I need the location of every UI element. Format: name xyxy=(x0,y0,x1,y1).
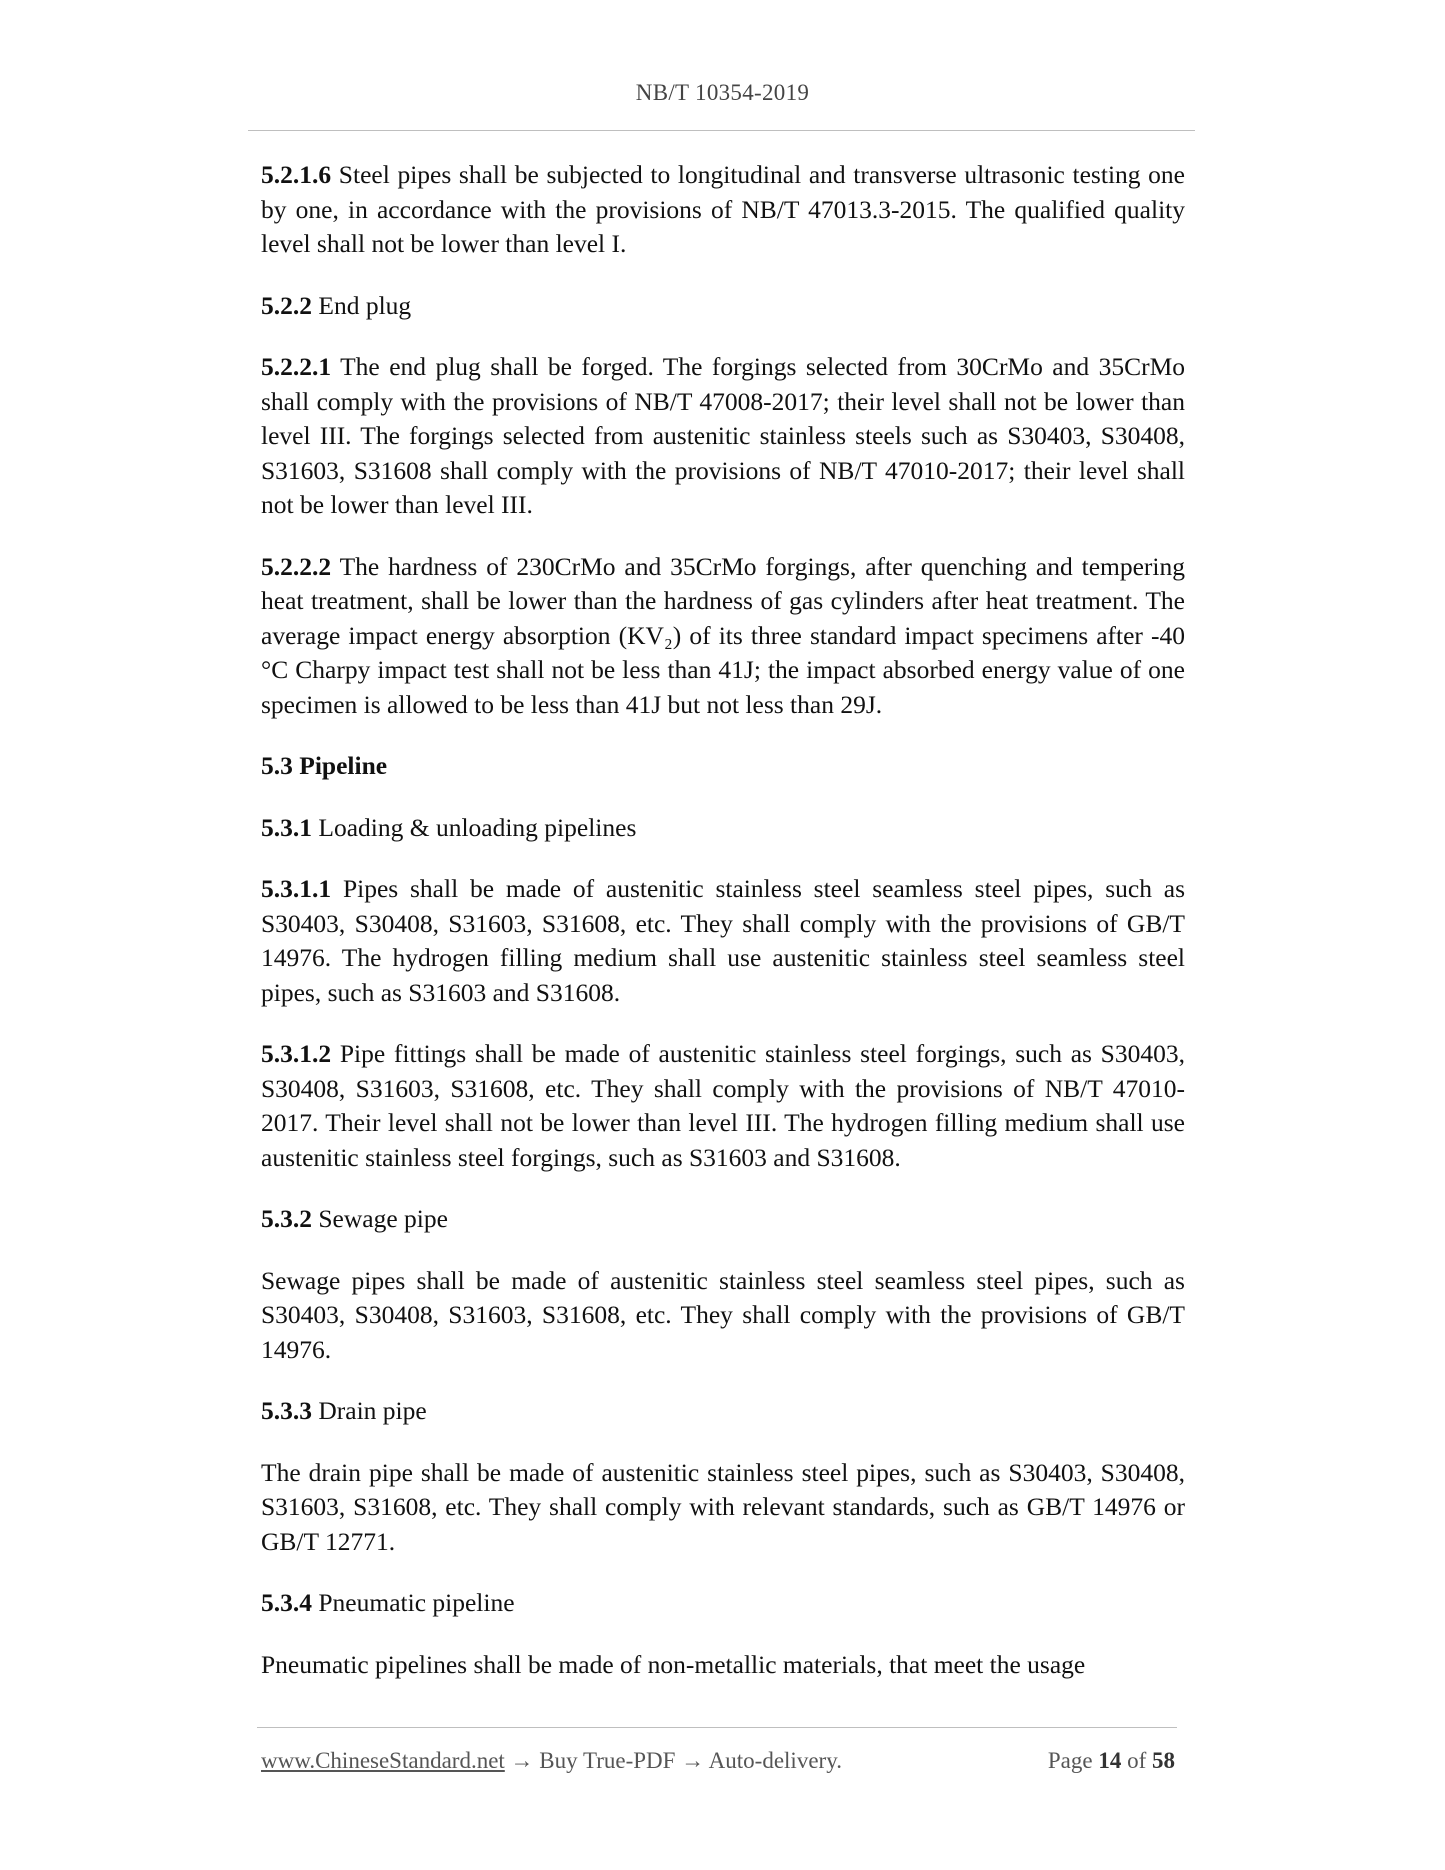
body-text: The drain pipe shall be made of austenitic stainless steel pipes, such as S30403, S30408, S31603, S31608, etc. They shall comply with relevant standards, such as GB/T 14976 or GB/T 12771. xyxy=(261,1457,1185,1556)
clause-text: The end plug shall be forged. The forgings selected from 30CrMo and 35CrMo shall comply with the provisions of NB/T 47008-2017; their level shall not be lower than level III. The forgings selected from austenitic stainless steels such as S30403, S30408, S31603, S31608 shall comply with the provisions of NB/T 47010-2017; their level shall not be lower than level III. xyxy=(261,352,1185,519)
clause-number: 5.3.2 xyxy=(261,1204,312,1233)
clause-5-3-4 xyxy=(261,1586,1185,1621)
clause-text: Sewage pipe xyxy=(318,1204,448,1233)
header-divider xyxy=(248,130,1195,131)
body-text: Sewage pipes shall be made of austenitic stainless steel seamless steel pipes, such as S30403, S30408, S31603, S31608, etc. They shall comply with the provisions of GB/T 14976. xyxy=(261,1265,1185,1364)
section-5-3-heading xyxy=(261,749,1185,784)
pneumatic-pipeline-paragraph xyxy=(261,1648,1185,1683)
clause-text: Loading & unloading pipelines xyxy=(318,812,637,842)
section-heading: 5.3 Pipeline xyxy=(261,751,388,780)
sewage-pipe-paragraph xyxy=(261,1264,1185,1368)
page-number: 14 xyxy=(1098,1748,1122,1773)
body-text: Pneumatic pipelines shall be made of non-metallic materials, that meet the usage xyxy=(261,1649,1086,1679)
clause-text: End plug xyxy=(318,290,412,320)
clause-text: Pneumatic pipeline xyxy=(318,1588,515,1617)
clause-text: The hardness of 230CrMo and 35CrMo forgings, after quenching and tempering heat treatment, shall be lower than the hardness of gas cylinders after heat treatment. The average impact energy absorption (KV₂) of its three standard impact specimens after -40 °C Charpy impact test shall not be less than 41J; the impact absorbed energy value of one specimen is allowed to be less than 41J but not less than 29J. xyxy=(261,551,1185,719)
clause-number: 5.2.2.2 xyxy=(261,551,332,581)
clause-text: Pipe fittings shall be made of austenitic stainless steel forgings, such as S30403, S30408, S31603, S31608, etc. They shall comply with the provisions of NB/T 47010-2017. Their level shall not be lower than level III. The hydrogen filling medium shall use austenitic stainless steel forgings, such as S31603 and S31608. xyxy=(261,1039,1185,1172)
clause-text: Pipes shall be made of austenitic stainless steel seamless steel pipes, such as S30403, S30408, S31603, S31608, etc. They shall comply with the provisions of GB/T 14976. The hydrogen filling medium shall use austenitic stainless steel seamless steel pipes, such as S31603 and S31608. xyxy=(261,874,1185,1007)
clause-number: 5.3.3 xyxy=(261,1396,312,1425)
arrow-right-icon: → xyxy=(681,1748,705,1773)
clause-5-2-2 xyxy=(261,289,1185,324)
clause-number: 5.2.1.6 xyxy=(261,160,332,189)
page-label: Page xyxy=(1047,1748,1093,1773)
clause-5-2-1-6 xyxy=(261,158,1185,262)
website-link[interactable]: www.ChineseStandard.net xyxy=(261,1748,505,1773)
clause-5-2-2-2 xyxy=(261,550,1185,723)
footer-promo xyxy=(261,1748,842,1774)
clause-text: Drain pipe xyxy=(318,1396,427,1425)
clause-number: 5.2.2 xyxy=(261,290,312,320)
clause-5-3-1 xyxy=(261,811,1185,846)
clause-number: 5.3.4 xyxy=(261,1588,312,1617)
clause-text: Steel pipes shall be subjected to longitudinal and transverse ultrasonic testing one by one, in accordance with the provisions of NB/T 47013.3-2015. The qualified quality level shall not be lower than level I. xyxy=(261,160,1186,258)
auto-delivery-text: Auto-delivery. xyxy=(708,1748,842,1773)
footer-divider xyxy=(257,1727,1177,1728)
of-label: of xyxy=(1127,1748,1147,1773)
arrow-right-icon: → xyxy=(510,1748,534,1773)
buy-pdf-text: Buy True-PDF xyxy=(539,1748,676,1773)
page-footer xyxy=(261,1748,1175,1774)
clause-5-3-1-2 xyxy=(261,1037,1185,1175)
drain-pipe-paragraph xyxy=(261,1456,1185,1560)
clause-5-2-2-1 xyxy=(261,350,1185,523)
document-body xyxy=(261,158,1185,1709)
clause-number: 5.3.1.2 xyxy=(261,1039,332,1068)
clause-number: 5.3.1 xyxy=(261,812,312,842)
clause-number: 5.3.1.1 xyxy=(261,874,332,903)
clause-5-3-2 xyxy=(261,1202,1185,1237)
page-total: 58 xyxy=(1152,1748,1175,1773)
page-header: NB/T 10354-2019 xyxy=(635,80,810,105)
clause-5-3-3 xyxy=(261,1394,1185,1429)
page-indicator xyxy=(1048,1748,1175,1774)
clause-number: 5.2.2.1 xyxy=(261,352,332,381)
clause-5-3-1-1 xyxy=(261,872,1185,1010)
